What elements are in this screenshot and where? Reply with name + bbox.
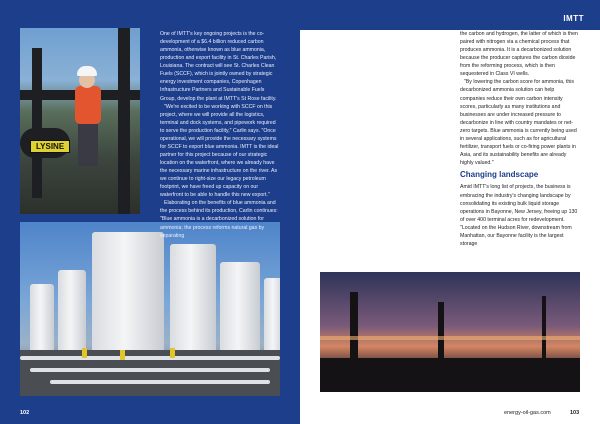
paragraph: One of IMTT's key ongoing projects is the co-development of a $6.4 billion reduced carbon ammonia, otherwise known as blue ammonia, production and export facility in St. Charles Parish, Louisiana. The contract will see St. Charles Clean Fuels (SCCF), which is jointly owned by strategic energy investment companies, Copenhagen Infrastructure Partners and Sustainable Fuels Group, develop the plant at IMTT's St Rose facility. <box>160 31 277 102</box>
article-column-1 <box>160 30 280 240</box>
paragraph: Amid IMTT's long list of projects, the business is embracing the industry's changing landscape by consolidating its existing bulk liquid storage operations in Bayonne, New Jersey, freeing up 130 of over 400 terminal acres for redevelopment. "Located on the Hudson River, downstream from Manhattan, our Bayonne facility is the largest storage <box>460 184 578 247</box>
brand-title: IMTT <box>563 14 584 23</box>
worker-photo <box>20 28 140 214</box>
page-number-left: 102 <box>20 410 30 416</box>
section-heading: Changing landscape <box>460 170 539 180</box>
paragraph: the carbon and hydrogen, the latter of which is then paired with nitrogen via a chemical process that produces ammonia. It is a decarbonized solution because the producer captures the carbon dioxide from the reforming process, which is then sequestered in Class VI wells. <box>460 31 578 78</box>
paragraph: Elaborating on the benefits of blue ammonia and the process behind its production, Carlin continues: "Blue ammonia is a decarbonized solution for ammonia; the process reforms natural gas by separating <box>160 200 278 239</box>
tank-farm-photo <box>20 222 280 396</box>
website: energy-oil-gas.com <box>504 410 551 416</box>
paragraph: "We're excited to be working with SCCF on this project, where we will provide all the logistics, terminal and dock systems, and pipework required to serve the production facility," Carlin says. "Once operational, we will provide the necessary systems for SCCF to export blue ammonia. IMTT is the ideal partner for this project because of our strategic location on the waterfront, where we already have the necessary marine infrastructure on the river. As we continue to right-size our legacy petroleum footprint, we have freed up capacity on our waterfront to be able to handle this new export." <box>160 103 279 199</box>
paragraph: "By lowering the carbon score for ammonia, this decarbonized ammonia solution can help companies reduce their own carbon intensity scores, particularly as many institutions and businesses are under increased pressure to decarbonize in line with country mandates or net-zero targets. Blue ammonia is currently being used in several applications, such as for agricultural fertilizer, transport fuels or co-firing power plants in Asia, and its sustainability benefits are already highly valued." <box>460 79 577 166</box>
header-band <box>300 0 600 30</box>
page-number-right: 103 <box>570 410 580 416</box>
pipe-label: LYSINE <box>30 140 70 153</box>
article-column-2 <box>460 30 580 248</box>
dusk-port-photo <box>320 272 580 392</box>
worker-figure <box>71 66 103 166</box>
